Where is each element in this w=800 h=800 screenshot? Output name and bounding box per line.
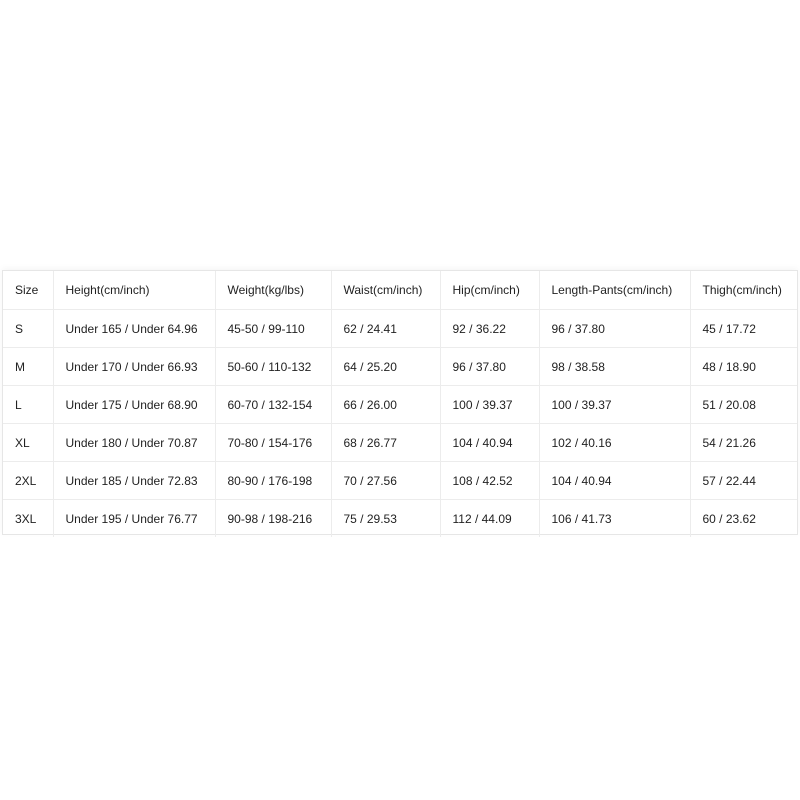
column-header-height: Height(cm/inch) (53, 271, 215, 310)
cell-hip: 104 / 40.94 (440, 424, 539, 462)
cell-thigh: 57 / 22.44 (690, 462, 797, 500)
cell-length-pants: 102 / 40.16 (539, 424, 690, 462)
cell-length-pants: 98 / 38.58 (539, 348, 690, 386)
column-header-thigh: Thigh(cm/inch) (690, 271, 797, 310)
cell-waist: 68 / 26.77 (331, 424, 440, 462)
cell-weight: 90-98 / 198-216 (215, 500, 331, 538)
column-header-waist: Waist(cm/inch) (331, 271, 440, 310)
cell-height: Under 170 / Under 66.93 (53, 348, 215, 386)
column-header-weight: Weight(kg/lbs) (215, 271, 331, 310)
size-chart-table (3, 271, 797, 537)
column-header-hip: Hip(cm/inch) (440, 271, 539, 310)
cell-thigh: 48 / 18.90 (690, 348, 797, 386)
cell-weight: 80-90 / 176-198 (215, 462, 331, 500)
cell-waist: 66 / 26.00 (331, 386, 440, 424)
cell-thigh: 54 / 21.26 (690, 424, 797, 462)
cell-weight: 70-80 / 154-176 (215, 424, 331, 462)
column-header-length-pants: Length-Pants(cm/inch) (539, 271, 690, 310)
cell-height: Under 165 / Under 64.96 (53, 310, 215, 348)
size-chart (2, 270, 798, 535)
cell-length-pants: 104 / 40.94 (539, 462, 690, 500)
table-row (3, 310, 797, 348)
cell-hip: 100 / 39.37 (440, 386, 539, 424)
cell-length-pants: 100 / 39.37 (539, 386, 690, 424)
cell-size: L (3, 386, 53, 424)
table-row (3, 348, 797, 386)
table-row (3, 462, 797, 500)
table-header-row (3, 271, 797, 310)
cell-waist: 64 / 25.20 (331, 348, 440, 386)
cell-size: M (3, 348, 53, 386)
cell-weight: 50-60 / 110-132 (215, 348, 331, 386)
cell-waist: 75 / 29.53 (331, 500, 440, 538)
cell-size: S (3, 310, 53, 348)
cell-waist: 62 / 24.41 (331, 310, 440, 348)
cell-thigh: 45 / 17.72 (690, 310, 797, 348)
cell-height: Under 175 / Under 68.90 (53, 386, 215, 424)
column-header-size: Size (3, 271, 53, 310)
cell-hip: 96 / 37.80 (440, 348, 539, 386)
cell-hip: 92 / 36.22 (440, 310, 539, 348)
cell-size: 2XL (3, 462, 53, 500)
cell-size: 3XL (3, 500, 53, 538)
cell-length-pants: 96 / 37.80 (539, 310, 690, 348)
table-row (3, 424, 797, 462)
cell-hip: 108 / 42.52 (440, 462, 539, 500)
cell-weight: 60-70 / 132-154 (215, 386, 331, 424)
cell-height: Under 180 / Under 70.87 (53, 424, 215, 462)
cell-height: Under 195 / Under 76.77 (53, 500, 215, 538)
cell-thigh: 60 / 23.62 (702, 511, 756, 526)
cell-hip: 112 / 44.09 (440, 500, 539, 538)
table-row (3, 500, 797, 538)
cell-length-pants: 106 / 41.73 (539, 500, 690, 538)
cell-height: Under 185 / Under 72.83 (53, 462, 215, 500)
cell-weight: 45-50 / 99-110 (215, 310, 331, 348)
cell-waist: 70 / 27.56 (331, 462, 440, 500)
cell-thigh: 51 / 20.08 (690, 386, 797, 424)
cell-size: XL (3, 424, 53, 462)
table-row (3, 386, 797, 424)
